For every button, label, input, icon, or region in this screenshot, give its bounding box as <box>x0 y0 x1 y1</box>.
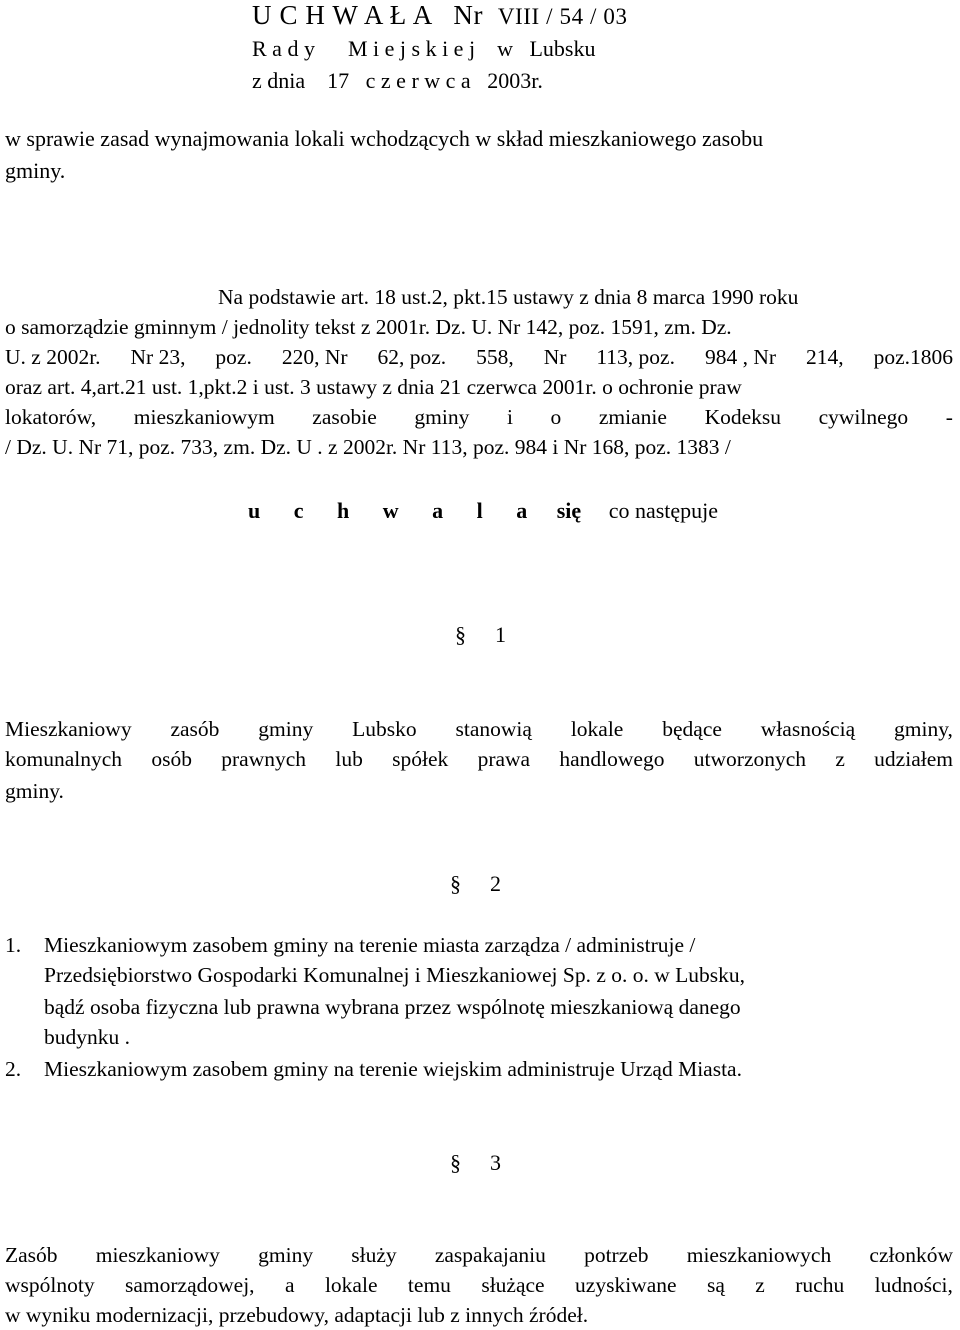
section-2-item-2-number: 2. <box>5 1057 22 1081</box>
word: lokale <box>570 717 624 741</box>
word: prawnych <box>221 747 307 771</box>
section-symbol: § <box>450 871 461 896</box>
section-2-item-1-number: 1. <box>5 933 22 957</box>
word: 214, <box>805 345 844 369</box>
word: Zasób <box>5 1243 58 1267</box>
word: gminy <box>258 717 314 741</box>
council-word-3: w <box>497 36 513 61</box>
section-2-item-1-line-2: Przedsiębiorstwo Gospodarki Komunalnej i Mieszkaniowej Sp. z o. o. w Lubsku, <box>44 963 746 987</box>
word: 984 , Nr <box>704 345 777 369</box>
section-2-item-1-line-4: budynku . <box>44 1025 130 1049</box>
legal-basis-line-2: o samorządzie gminnym / jednolity tekst z 2001r. Dz. U. Nr 142, poz. 1591, zm. Dz. <box>5 315 732 339</box>
council-word-2: M i e j s k i e j <box>347 36 476 61</box>
word: z <box>835 747 845 771</box>
word: komunalnych <box>5 747 123 771</box>
word: służy <box>351 1243 397 1267</box>
section-1-line-3: gminy. <box>5 779 64 803</box>
word: zasobie <box>312 405 377 429</box>
resolves-clause <box>248 498 718 524</box>
section-1-line-1 <box>5 716 953 742</box>
legal-basis-line-3 <box>5 344 953 370</box>
word: Nr <box>543 345 567 369</box>
section-number: 1 <box>495 622 506 647</box>
word: mieszkaniowy <box>95 1243 220 1267</box>
word: 220, Nr <box>281 345 348 369</box>
word: wspólnoty <box>5 1273 95 1297</box>
word: uzyskiwane <box>575 1273 677 1297</box>
word: lub <box>335 747 363 771</box>
resolves-rest: co następuje <box>608 498 719 523</box>
word: służące <box>481 1273 545 1297</box>
word: gminy <box>258 1243 314 1267</box>
word: własnością <box>760 717 856 741</box>
word: samorządowej, <box>125 1273 255 1297</box>
section-3-line-2 <box>5 1272 953 1298</box>
word: ludności, <box>874 1273 953 1297</box>
title-nr-number: VIII / 54 / 03 <box>497 4 628 29</box>
council-word-4: Lubsku <box>529 36 596 61</box>
word: Mieszkaniowy <box>5 717 132 741</box>
section-2-item-2-line-1: Mieszkaniowym zasobem gminy na terenie wiejskim administruje Urząd Miasta. <box>44 1057 742 1081</box>
word: zmianie <box>598 405 667 429</box>
word: gminy, <box>894 717 953 741</box>
word: potrzeb <box>584 1243 649 1267</box>
resolves-bold-word-2: się <box>556 498 582 523</box>
title-nr-label: Nr <box>453 0 484 30</box>
word: zasób <box>170 717 220 741</box>
word: U. z 2002r. <box>5 345 101 369</box>
legal-basis-line-1: Na podstawie art. 18 ust.2, pkt.15 ustawy z dnia 8 marca 1990 roku <box>218 285 799 309</box>
resolution-date <box>252 68 543 94</box>
word: poz.1806 <box>873 345 953 369</box>
date-month: c z e r w c a <box>365 68 471 93</box>
section-2-heading <box>450 871 501 897</box>
section-symbol: § <box>455 622 466 647</box>
title-word: U C H W A Ł A <box>252 0 432 30</box>
word: - <box>945 405 953 429</box>
word: lokatorów, <box>5 405 97 429</box>
word: mieszkaniowym <box>133 405 275 429</box>
legal-basis-line-5 <box>5 404 953 430</box>
date-year: 2003r. <box>487 68 543 93</box>
section-3-line-1 <box>5 1242 953 1268</box>
word: 558, <box>476 345 514 369</box>
section-number: 2 <box>490 871 501 896</box>
word: cywilnego <box>818 405 909 429</box>
word: osób <box>151 747 192 771</box>
date-prefix: z dnia <box>252 68 306 93</box>
word: handlowego <box>559 747 665 771</box>
word: spółek <box>392 747 449 771</box>
subject-line-2: gminy. <box>5 158 66 183</box>
section-3-line-3: w wyniku modernizacji, przebudowy, adaptacji lub z innych źródeł. <box>5 1303 589 1327</box>
word: i <box>506 405 513 429</box>
word: 62, poz. <box>377 345 447 369</box>
word: z <box>755 1273 765 1297</box>
word: Lubsko <box>352 717 417 741</box>
word: członków <box>869 1243 953 1267</box>
word: ruchu <box>795 1273 845 1297</box>
word: Nr 23, <box>130 345 186 369</box>
council-word-1: R a d y <box>252 36 315 61</box>
subject-line-1: w sprawie zasad wynajmowania lokali wchodzących w skład mieszkaniowego zasobu <box>5 126 764 151</box>
resolution-title <box>252 2 628 30</box>
word: zaspakajaniu <box>434 1243 546 1267</box>
resolves-bold-word: u c h w a l a <box>248 498 542 523</box>
word: 113, poz. <box>596 345 675 369</box>
word: poz. <box>215 345 252 369</box>
word: będące <box>662 717 722 741</box>
word: temu <box>407 1273 451 1297</box>
word: są <box>706 1273 725 1297</box>
legal-basis-line-6: / Dz. U. Nr 71, poz. 733, zm. Dz. U . z 2002r. Nr 113, poz. 984 i Nr 168, poz. 1383 / <box>5 435 731 459</box>
word: lokale <box>324 1273 378 1297</box>
section-2-item-1-line-3: bądź osoba fizyczna lub prawna wybrana przez wspólnotę mieszkaniową danego <box>44 995 741 1019</box>
legal-basis-line-4: oraz art. 4,art.21 ust. 1,pkt.2 i ust. 3 ustawy z dnia 21 czerwca 2001r. o ochronie praw <box>5 375 742 399</box>
date-day: 17 <box>327 68 350 93</box>
word: a <box>284 1273 295 1297</box>
word: o <box>550 405 562 429</box>
word: stanowią <box>455 717 532 741</box>
section-1-line-2 <box>5 746 953 772</box>
section-3-heading <box>450 1150 501 1176</box>
council-name <box>252 36 595 62</box>
word: udziałem <box>874 747 953 771</box>
word: Kodeksu <box>704 405 781 429</box>
word: mieszkaniowych <box>686 1243 832 1267</box>
section-symbol: § <box>450 1150 461 1175</box>
word: utworzonych <box>693 747 807 771</box>
section-1-heading <box>455 622 506 648</box>
section-2-item-1-line-1: Mieszkaniowym zasobem gminy na terenie miasta zarządza / administruje / <box>44 933 696 957</box>
word: prawa <box>477 747 531 771</box>
word: gminy <box>414 405 470 429</box>
section-number: 3 <box>490 1150 501 1175</box>
